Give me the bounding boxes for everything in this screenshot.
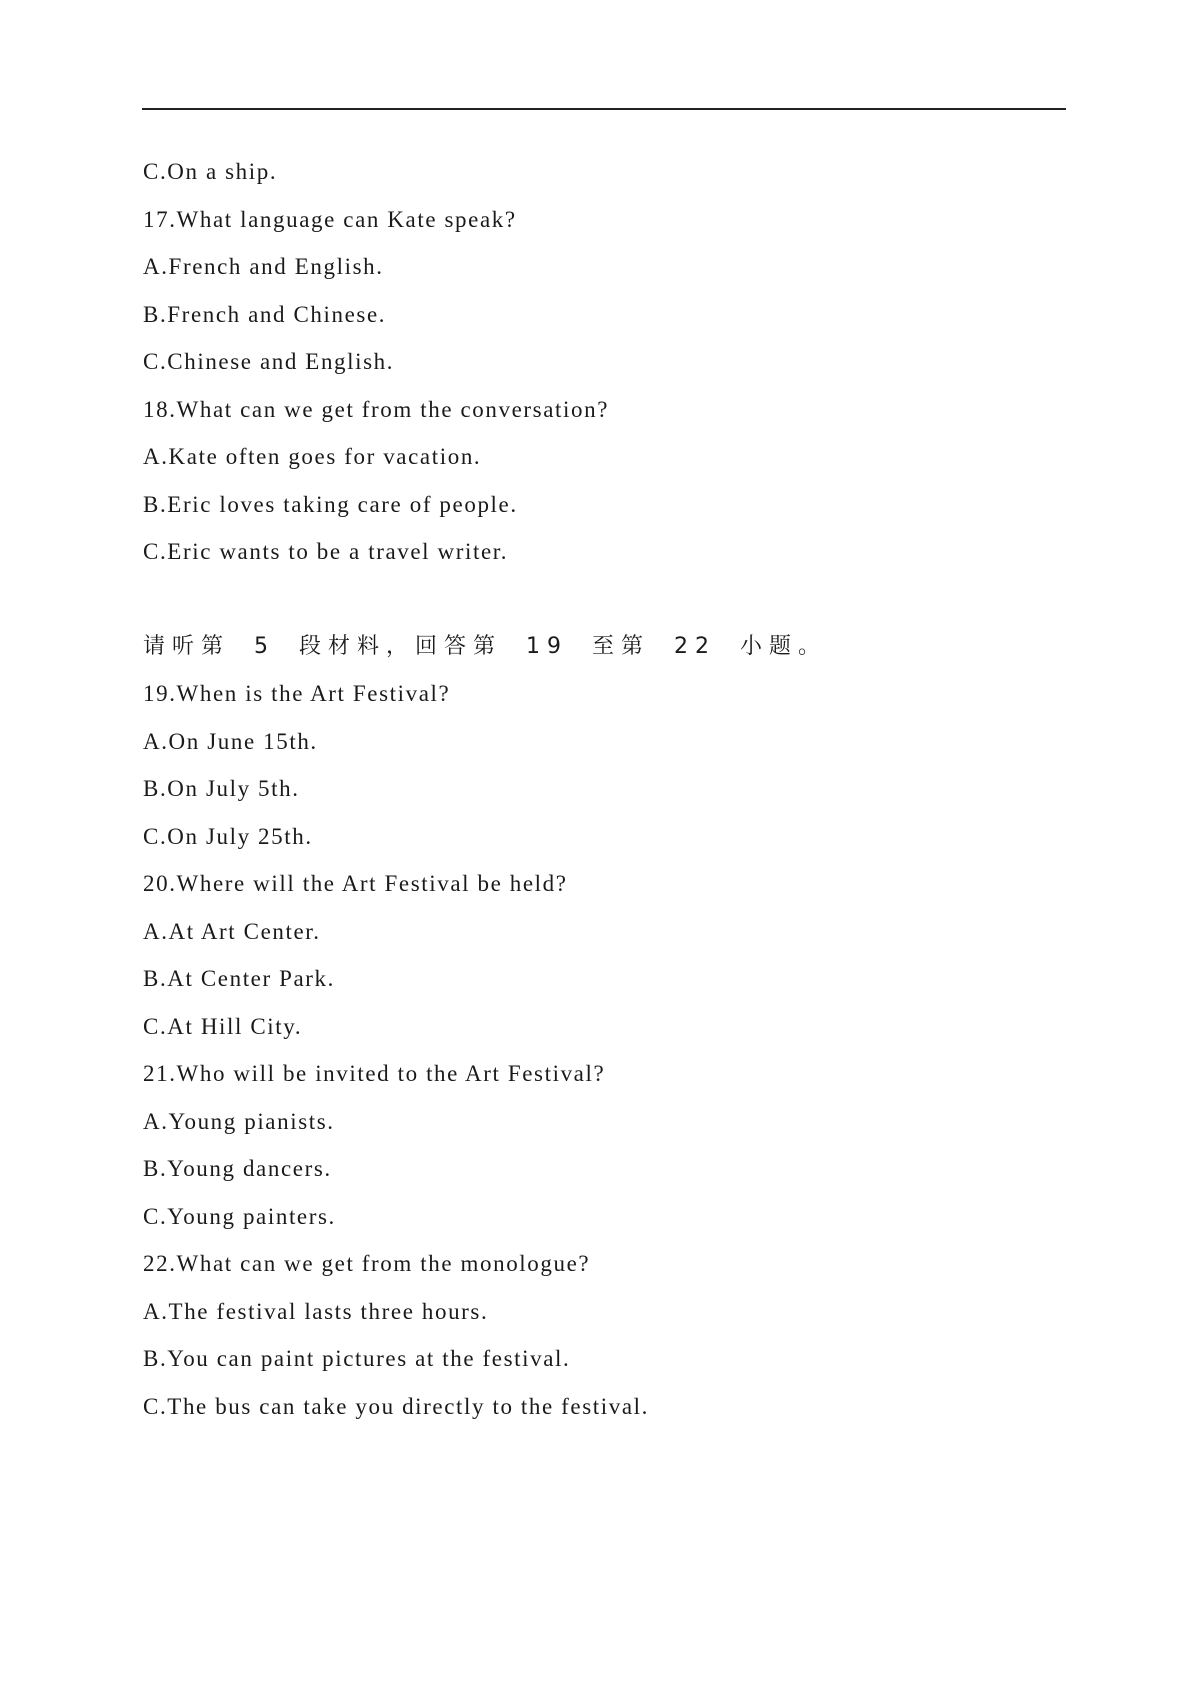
option-20c: C.At Hill City. — [143, 1013, 303, 1039]
question-21: 21.Who will be invited to the Art Festival? — [143, 1061, 606, 1086]
option-21a: A.Young pianists. — [143, 1108, 335, 1134]
option-22a: A.The festival lasts three hours. — [143, 1298, 489, 1324]
option-17b: B.French and Chinese. — [143, 301, 387, 327]
option-20a: A.At Art Center. — [143, 918, 321, 944]
option-22c: C.The bus can take you directly to the festival. — [143, 1393, 650, 1419]
question-19: 19.When is the Art Festival? — [143, 681, 451, 706]
option-16c: C.On a ship. — [143, 159, 278, 184]
question-20: 20.Where will the Art Festival be held? — [143, 871, 568, 896]
option-19c: C.On July 25th. — [143, 823, 313, 849]
section-instruction: 请听第 5 段材料，回答第 19 至第 22 小题。 — [143, 633, 827, 659]
option-19a: A.On June 15th. — [143, 728, 318, 754]
option-21b: B.Young dancers. — [143, 1156, 332, 1181]
header-rule — [142, 108, 1066, 110]
option-19b: B.On July 5th. — [143, 776, 300, 801]
question-22: 22.What can we get from the monologue? — [143, 1251, 591, 1276]
option-18b: B.Eric loves taking care of people. — [143, 491, 518, 517]
option-18c: C.Eric wants to be a travel writer. — [143, 539, 509, 564]
option-21c: C.Young painters. — [143, 1203, 336, 1229]
question-17: 17.What language can Kate speak? — [143, 206, 517, 232]
section-gap — [143, 576, 1063, 623]
option-20b: B.At Center Park. — [143, 966, 336, 991]
option-17c: C.Chinese and English. — [143, 349, 395, 374]
option-18a: A.Kate often goes for vacation. — [143, 444, 482, 469]
option-22b: B.You can paint pictures at the festival. — [143, 1346, 571, 1371]
option-17a: A.French and English. — [143, 254, 384, 279]
question-18: 18.What can we get from the conversation? — [143, 396, 610, 422]
document-body — [143, 148, 1063, 1430]
